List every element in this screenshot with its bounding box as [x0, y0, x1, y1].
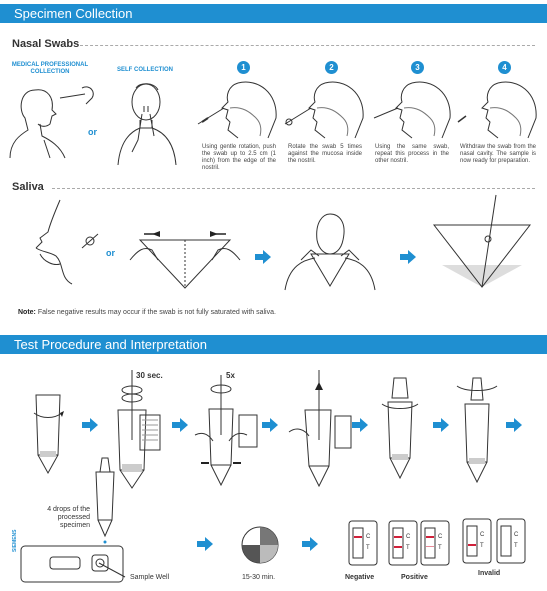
saliva-person-illustration — [275, 210, 385, 290]
step-2-badge: 2 — [325, 61, 338, 74]
timer-icon — [240, 525, 280, 565]
procedure-arrow-7 — [197, 537, 213, 551]
step-4-badge: 4 — [498, 61, 511, 74]
procedure-arrow-1 — [82, 418, 98, 432]
procedure-arrow-2 — [172, 418, 188, 432]
tube-dropper-twist-illustration — [455, 378, 500, 488]
nasal-divider — [80, 45, 535, 46]
timer-label: 30 sec. — [136, 371, 163, 380]
step-2-text: Rotate the swab 5 times against the mucosa inside the nostril. — [288, 144, 362, 164]
swab-rotate-illustration — [195, 375, 260, 490]
negative-label: Negative — [345, 574, 375, 581]
saliva-arrow-2 — [400, 250, 416, 264]
procedure-arrow-5 — [433, 418, 449, 432]
specimen-collection-banner — [0, 4, 547, 23]
test-procedure-title: Test Procedure and Interpretation — [14, 337, 207, 352]
time-label: 15-30 min. — [242, 574, 276, 581]
self-collection-illustration — [108, 80, 188, 165]
saliva-funnel-fold-illustration — [130, 220, 240, 290]
nasal-swabs-heading: Nasal Swabs — [12, 38, 80, 50]
neg-c-label: C — [366, 534, 371, 540]
pos1-t-label: T — [406, 545, 410, 551]
medical-professional-label: MEDICAL PROFESSIONAL COLLECTION — [11, 62, 89, 75]
inv1-c-label: C — [480, 532, 485, 538]
pos1-c-label: C — [406, 534, 411, 540]
tube-capped-illustration — [378, 378, 423, 488]
sample-well-label: Sample Well — [130, 574, 170, 581]
saliva-divider — [52, 188, 535, 189]
saliva-or-text: or — [106, 248, 115, 258]
swab-remove-illustration — [285, 370, 355, 490]
inv1-t-label: T — [480, 543, 484, 549]
step-3-text: Using the same swab, repeat this process in the other nostril. — [375, 144, 449, 164]
result-invalid-strip-2 — [496, 518, 526, 564]
specimen-collection-title: Specimen Collection — [14, 6, 133, 21]
procedure-arrow-4 — [352, 418, 368, 432]
nasal-step-2-illustration — [285, 78, 365, 143]
neg-t-label: T — [366, 545, 370, 551]
medical-collection-illustration — [10, 80, 100, 160]
inv2-c-label: C — [514, 532, 519, 538]
saliva-swab-funnel-illustration — [430, 195, 535, 290]
result-invalid-strip-1 — [462, 518, 492, 564]
drops-label: 4 drops of the processed specimen — [47, 506, 90, 529]
note-label: Note: — [18, 309, 36, 316]
procedure-arrow-3 — [262, 418, 278, 432]
tube-open-illustration — [32, 385, 64, 475]
sample-well-pointer — [97, 561, 127, 579]
step-1-text: Using gentle rotation, push the swab up to 2.5 cm (1 inch) from the edge of the nostril. — [202, 144, 276, 171]
test-procedure-banner — [0, 335, 547, 354]
saliva-mouth-illustration — [20, 200, 115, 285]
procedure-arrow-8 — [302, 537, 318, 551]
saliva-note — [18, 309, 276, 316]
self-collection-label: SELF COLLECTION — [117, 67, 173, 73]
procedure-arrow-6 — [506, 418, 522, 432]
nasal-step-1-illustration — [198, 78, 278, 143]
saliva-heading: Saliva — [12, 181, 44, 193]
invalid-label: Invalid — [478, 570, 501, 577]
note-text: False negative results may occur if the swab is not fully saturated with saliva. — [37, 309, 276, 316]
dropper-illustration — [90, 458, 120, 553]
result-positive-strip-2 — [420, 520, 450, 566]
pos2-c-label: C — [438, 534, 443, 540]
saliva-arrow-1 — [255, 250, 271, 264]
nasal-or-text: or — [88, 127, 97, 137]
nasal-step-4-illustration — [458, 78, 538, 143]
result-negative-strip — [348, 520, 378, 566]
step-3-badge: 3 — [411, 61, 424, 74]
inv2-t-label: T — [514, 543, 518, 549]
result-positive-strip-1 — [388, 520, 418, 566]
pos2-t-label: T — [438, 545, 442, 551]
nasal-step-3-illustration — [372, 78, 452, 143]
rotate-count-label: 5x — [226, 371, 235, 380]
step-4-text: Withdraw the swab from the nasal cavity. The sample is now ready for preparation. — [460, 144, 536, 164]
step-1-badge: 1 — [237, 61, 250, 74]
cassette-brand: SIEMENS — [12, 529, 18, 552]
positive-label: Positive — [401, 574, 428, 581]
